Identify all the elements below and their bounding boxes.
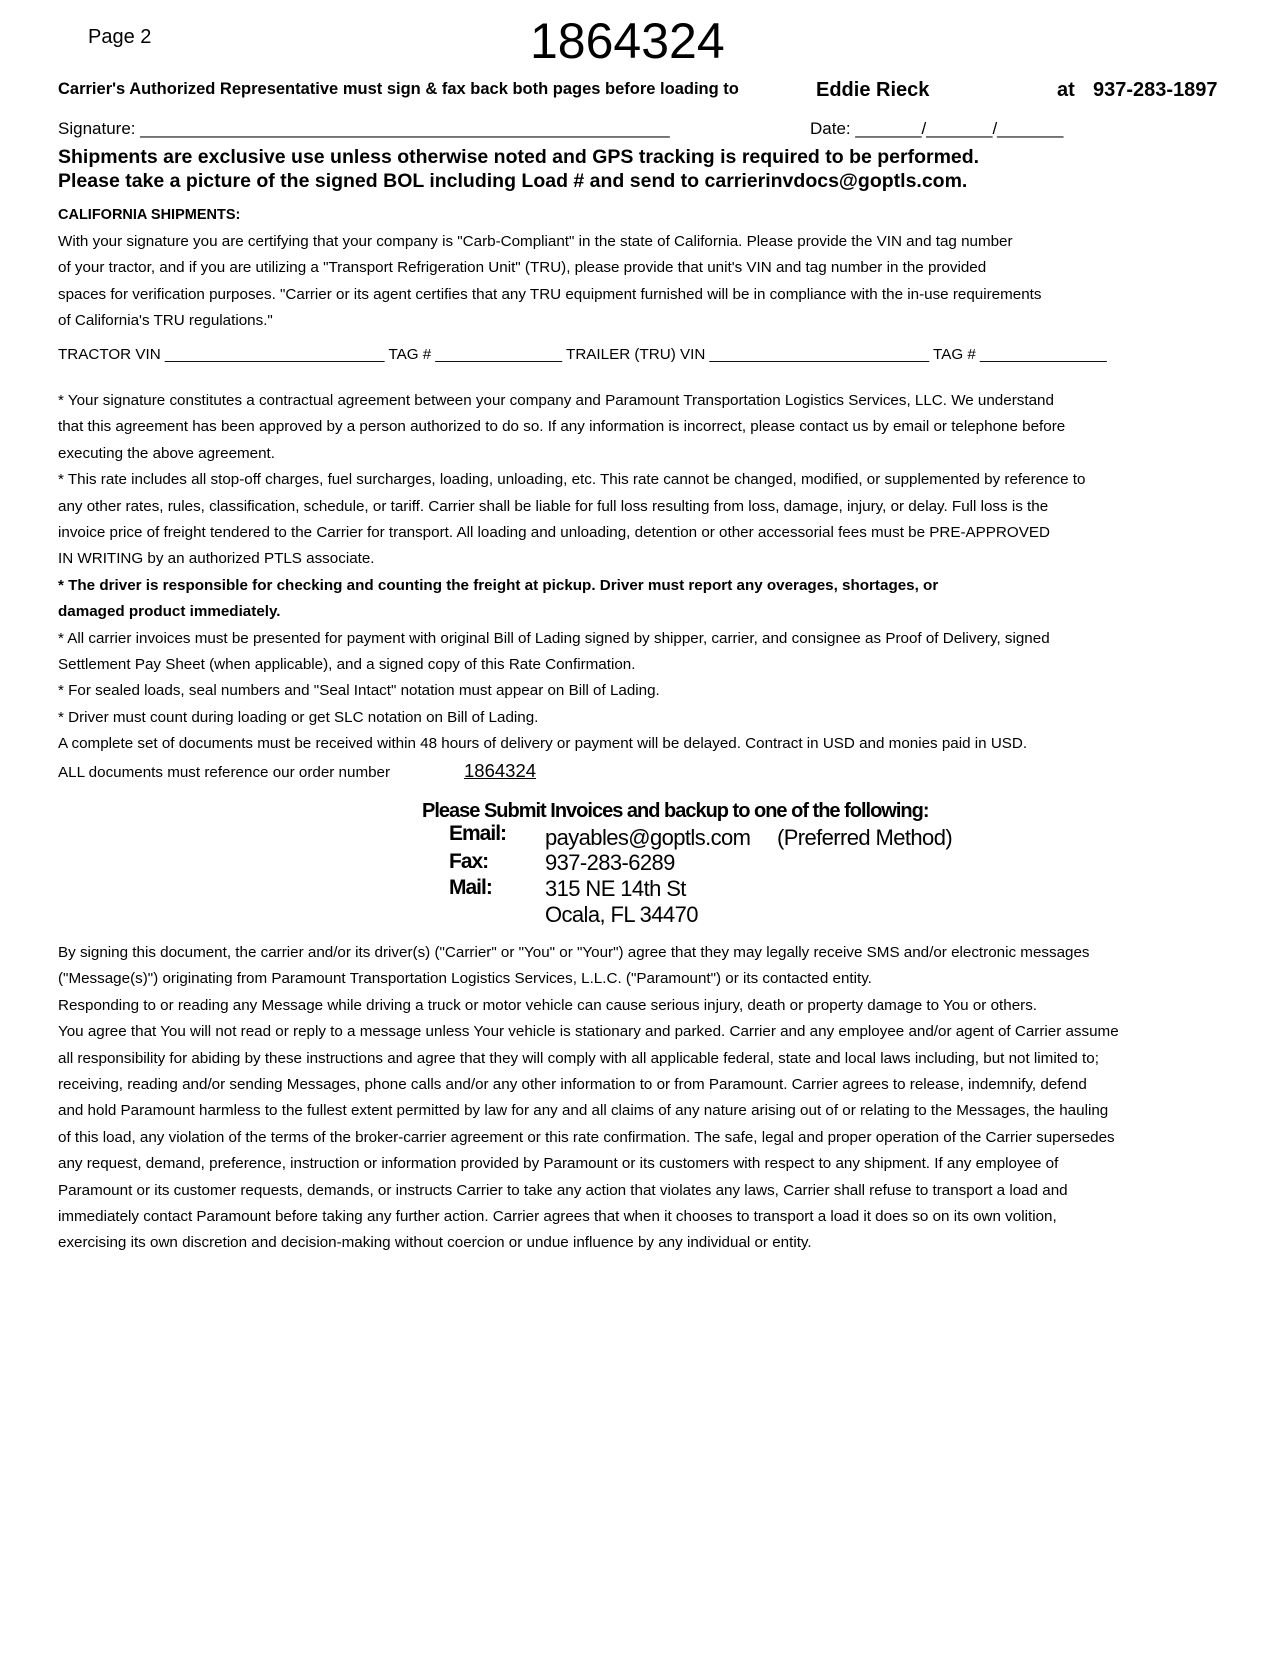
text-line: * The driver is responsible for checking and counting the freight at pickup. Driver must report any overages, shortages, or	[58, 576, 939, 594]
fax-label: Fax:	[449, 850, 489, 873]
text-line: IN WRITING by an authorized PTLS associate.	[58, 550, 375, 568]
text-line: and hold Paramount harmless to the fullest extent permitted by law for any and all claims of any nature arising out of or relating to the Messages, the hauling	[58, 1102, 1109, 1120]
signature-field: Signature: ________________________________________________________	[58, 119, 670, 138]
text-line: damaged product immediately.	[58, 603, 281, 621]
mail-address-line2: Ocala, FL 34470	[545, 902, 698, 927]
text-line: ("Message(s)") originating from Paramount Transportation Logistics Services, L.L.C. ("Paramount") or its contacted entity.	[58, 970, 872, 988]
text-line: * For sealed loads, seal numbers and "Seal Intact" notation must appear on Bill of Lading.	[58, 682, 660, 700]
exclusive-use-notice: Shipments are exclusive use unless otherwise noted and GPS tracking is required to be performed.	[58, 146, 980, 168]
mail-address-line1: 315 NE 14th St	[545, 876, 686, 901]
text-line: immediately contact Paramount before taking any further action. Carrier agrees that when it chooses to transport a load it does so on its own volition,	[58, 1208, 1057, 1226]
mail-label: Mail:	[449, 876, 492, 899]
text-line: receiving, reading and/or sending Messages, phone calls and/or any other information to or from Paramount. Carrier agrees to release, indemnify, defend	[58, 1076, 1087, 1094]
text-line: that this agreement has been approved by a person authorized to do so. If any information is incorrect, please contact us by email or telephone before	[58, 418, 1066, 436]
reference-order-number: 1864324	[464, 760, 537, 781]
text-line: of this load, any violation of the terms of the broker-carrier agreement or this rate confirmation. The safe, legal and proper operation of the Carrier supersedes	[58, 1128, 1115, 1146]
text-line: * All carrier invoices must be presented for payment with original Bill of Lading signed by shipper, carrier, and consignee as Proof of Delivery, signed	[58, 629, 1050, 647]
email-value: payables@goptls.com	[545, 825, 751, 850]
text-line: A complete set of documents must be received within 48 hours of delivery or payment will be delayed. Contract in USD and monies paid in USD.	[58, 735, 1028, 753]
text-line: of California's TRU regulations."	[58, 312, 273, 330]
text-line: Paramount or its customer requests, demands, or instructs Carrier to take any action that violates any laws, Carrier shall refuse to transport a load and	[58, 1181, 1068, 1199]
email-note: (Preferred Method)	[777, 825, 953, 850]
text-line: Settlement Pay Sheet (when applicable), and a signed copy of this Rate Confirmation.	[58, 656, 636, 674]
order-number-heading: 1864324	[530, 13, 725, 69]
submit-invoices-heading: Please Submit Invoices and backup to one of the following:	[422, 800, 929, 822]
vin-tag-fields: TRACTOR VIN __________________________ TAG # _______________ TRAILER (TRU) VIN __________________________ TAG # _______________	[58, 346, 1107, 363]
reference-label: ALL documents must reference our order number	[58, 764, 391, 781]
california-paragraph	[58, 229, 1041, 335]
text-line: all responsibility for abiding by these instructions and agree that they will comply with all applicable federal, state and local laws including, but not limited to;	[58, 1049, 1099, 1067]
text-line: invoice price of freight tendered to the Carrier for transport. All loading and unloading, detention or other accessorial fees must be PRE-APPROVED	[58, 524, 1050, 542]
email-label: Email:	[449, 822, 507, 845]
text-line: By signing this document, the carrier and/or its driver(s) ("Carrier" or "You" or "Your") agree that they may legally receive SMS and/or electronic messages	[58, 944, 1090, 961]
text-line: any other rates, rules, classification, schedule, or tariff. Carrier shall be liable for full loss resulting from loss, damage, injury, or delay. Full loss is the	[58, 497, 1049, 515]
text-line: spaces for verification purposes. "Carrier or its agent certifies that any TRU equipment furnished will be in compliance with the in-use requirements	[58, 285, 1042, 303]
text-line: any request, demand, preference, instruction or information provided by Paramount or its customers with respect to any shipment. If any employee of	[58, 1155, 1059, 1173]
contact-at-label: at	[1057, 79, 1075, 101]
bol-picture-notice: Please take a picture of the signed BOL including Load # and send to carrierinvdocs@goptls.com.	[58, 170, 968, 192]
page-number: Page 2	[88, 26, 152, 48]
text-line: executing the above agreement.	[58, 444, 275, 462]
text-line: * Your signature constitutes a contractual agreement between your company and Paramount Transportation Logistics Services, LLC. We understand	[58, 392, 1054, 409]
text-line: Responding to or reading any Message while driving a truck or motor vehicle can cause serious injury, death or property damage to You or others.	[58, 996, 1038, 1014]
fax-value: 937-283-6289	[545, 850, 675, 875]
text-line: * Driver must count during loading or get SLC notation on Bill of Lading.	[58, 708, 539, 726]
date-field: Date: _______/_______/_______	[810, 119, 1064, 138]
text-line: You agree that You will not read or reply to a message unless Your vehicle is stationary and parked. Carrier and any employee and/or agent of Carrier assume	[58, 1023, 1119, 1041]
text-line: exercising its own discretion and decision-making without coercion or undue influence by any individual or entity.	[58, 1234, 812, 1252]
text-line: With your signature you are certifying that your company is "Carb-Compliant" in the state of California. Please provide the VIN and tag number	[58, 233, 1013, 250]
sms-consent-paragraph	[58, 940, 1119, 1257]
california-heading: CALIFORNIA SHIPMENTS:	[58, 207, 241, 223]
authorization-instruction: Carrier's Authorized Representative must sign & fax back both pages before loading to	[58, 80, 739, 98]
contact-phone: 937-283-1897	[1093, 79, 1218, 101]
text-line: of your tractor, and if you are utilizing a "Transport Refrigeration Unit" (TRU), please provide that unit's VIN and tag number in the provided	[58, 259, 987, 277]
text-line: * This rate includes all stop-off charges, fuel surcharges, loading, unloading, etc. This rate cannot be changed, modified, or supplemented by reference to	[58, 471, 1086, 489]
terms-paragraph	[58, 388, 1085, 758]
contact-name: Eddie Rieck	[816, 79, 930, 101]
